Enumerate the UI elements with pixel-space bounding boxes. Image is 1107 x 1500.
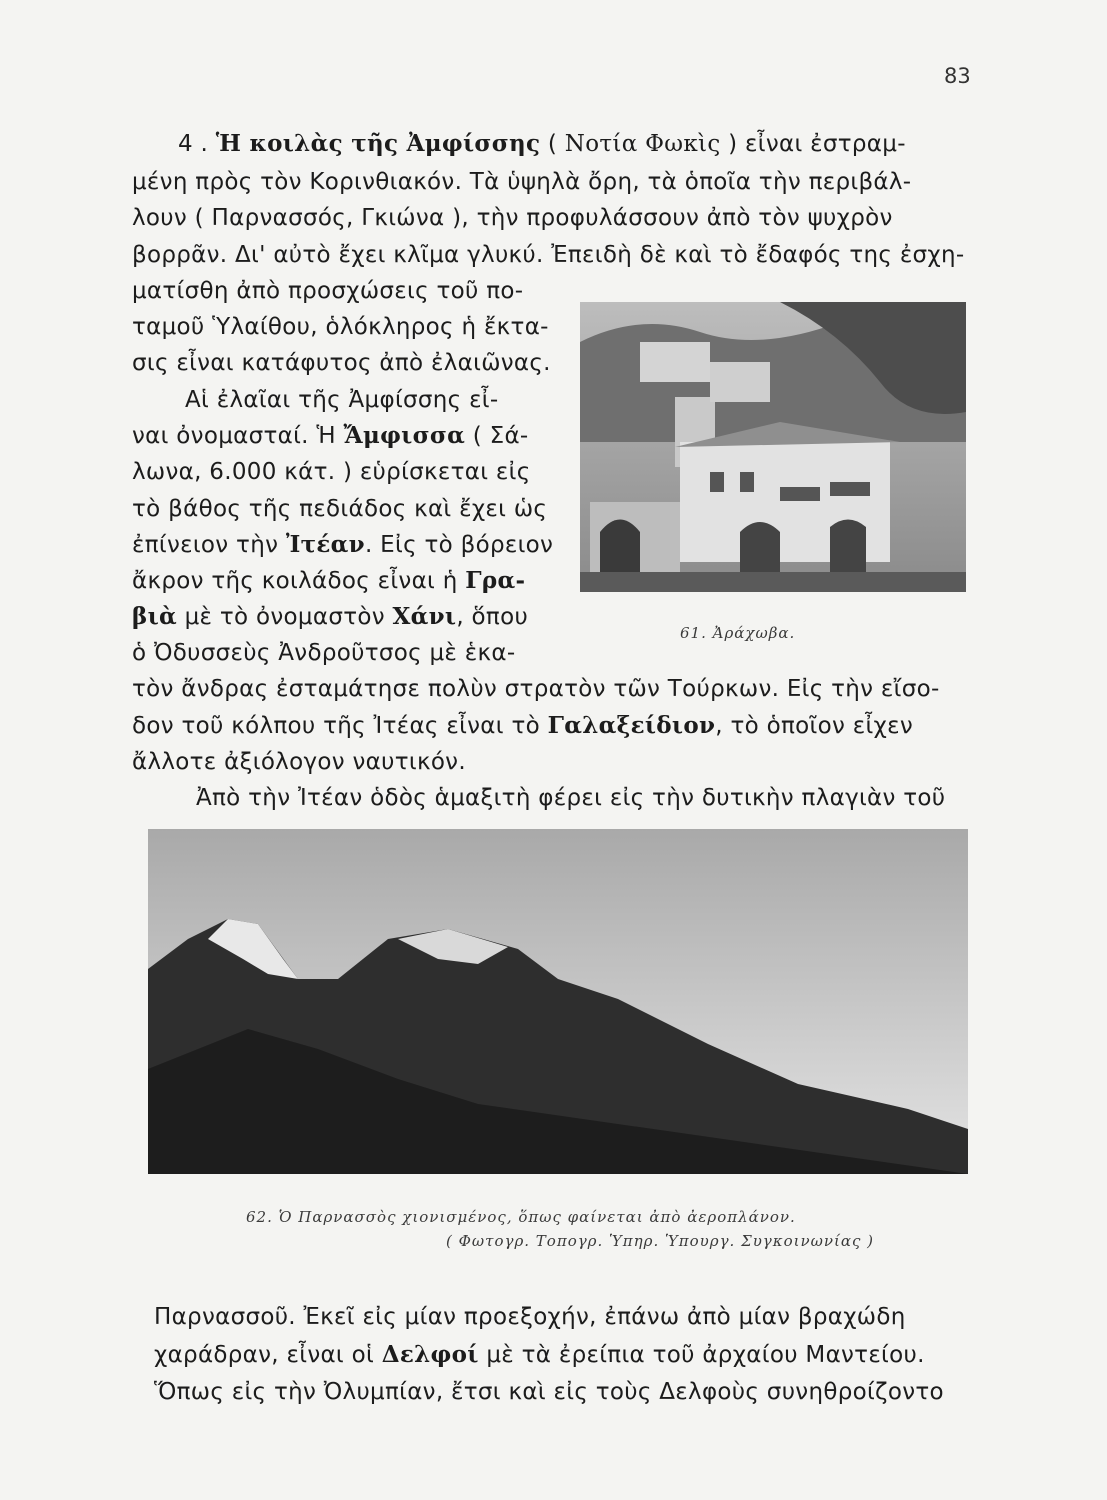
figure-62-credit: ( Φωτογρ. Τοπογρ. Ὑπηρ. Ὑπουργ. Συγκοινωνίας ) [446,1232,875,1250]
mountain-image [148,829,968,1174]
text-line: δον τοῦ κόλπου τῆς Ἰτέας εἶναι τὸ Γαλαξείδιον, τὸ ὁποῖον εἶχεν [132,712,914,739]
text-line: μένη πρὸς τὸν Κορινθιακόν. Τὰ ὑψηλὰ ὄρη, τὰ ὁποῖα τὴν περιβάλ- [132,169,912,195]
figure-61-caption: 61. Ἀράχωβα. [680,624,796,642]
text-line: Αἱ ἐλαῖαι τῆς Ἀμφίσσης εἶ- [185,387,499,413]
text-line: Ἀπὸ τὴν Ἰτέαν ὁδὸς ἁμαξιτὴ φέρει εἰς τὴν δυτικὴν πλαγιὰν τοῦ [196,785,946,811]
text-line: σις εἶναι κατάφυτος ἀπὸ ἐλαιῶνας. [132,350,551,376]
text-line: ἐπίνειον τὴν Ἰτέαν. Εἰς τὸ βόρειον [132,531,554,558]
text-line: Ὅπως εἰς τὴν Ὀλυμπίαν, ἔτσι καὶ εἰς τοὺς Δελφοὺς συνηθροίζοντο [154,1379,944,1405]
town-gravia: Γρα- [465,567,526,594]
text-line: ματίσθη ἀπὸ προσχώσεις τοῦ πο- [132,278,524,304]
text-line: τὸ βάθος τῆς πεδιάδος καὶ ἔχει ὡς [132,496,548,522]
page-number: 83 [944,64,971,88]
figure-62-caption: 62. Ὁ Παρνασσὸς χιονισμένος, ὅπως φαίνεται ἀπὸ ἀεροπλάνον. [246,1208,796,1226]
text-line: βορρᾶν. Δι' αὐτὸ ἔχει κλῖμα γλυκύ. Ἐπειδὴ δὲ καὶ τὸ ἔδαφός της ἐσχη- [132,242,965,268]
text-line: 4 . Ἡ κοιλὰς τῆς Ἀμφίσσης ( Νοτία Φωκὶς ) εἶναι ἐστραμ- [178,130,906,157]
text-line: τὸν ἄνδρας ἐσταμάτησε πολὺν στρατὸν τῶν Τούρκων. Εἰς τὴν εἴσο- [132,676,940,702]
text-line: ὁ Ὀδυσσεὺς Ἀνδροῦτσος μὲ ἑκα- [132,640,516,666]
text-line: βιὰ μὲ τὸ ὀνομαστὸν Χάνι, ὅπου [132,603,529,630]
figure-arachova-photo [580,302,966,592]
text-line: ἄκρον τῆς κοιλάδος εἶναι ἡ Γρα- [132,567,526,594]
figure-parnassus-photo [148,829,968,1174]
text-line: χαράδραν, εἶναι οἱ Δελφοί μὲ τὰ ἐρείπια τοῦ ἀρχαίου Μαντείου. [154,1341,925,1368]
text-line: ἄλλοτε ἀξιόλογον ναυτικόν. [132,749,466,775]
town-itea: Ἰτέαν [285,531,365,558]
place-chani: Χάνι [392,603,457,630]
town-galaxidi: Γαλαξείδιον [547,712,716,739]
town-amfissa: Ἄμφισσα [343,422,466,449]
section-heading: Ἡ κοιλὰς τῆς Ἀμφίσσης [215,130,541,157]
text-line: λωνα, 6.000 κάτ. ) εὑρίσκεται εἰς [132,459,531,485]
text-line: Παρνασσοῦ. Ἐκεῖ εἰς μίαν προεξοχήν, ἐπάνω ἀπὸ μίαν βραχώδη [154,1304,906,1330]
region-name: Νοτία Φωκὶς [564,131,721,157]
text-line: ταμοῦ Ὑλαίθου, ὁλόκληρος ἡ ἔκτα- [132,314,549,340]
text-line: ναι ὀνομασταί. Ἡ Ἄμφισσα ( Σά- [132,422,529,449]
place-delphi: Δελφοί [381,1341,479,1368]
text-line: λουν ( Παρνασσός, Γκιώνα ), τὴν προφυλάσσουν ἀπὸ τὸν ψυχρὸν [132,205,893,231]
village-image [580,302,966,592]
